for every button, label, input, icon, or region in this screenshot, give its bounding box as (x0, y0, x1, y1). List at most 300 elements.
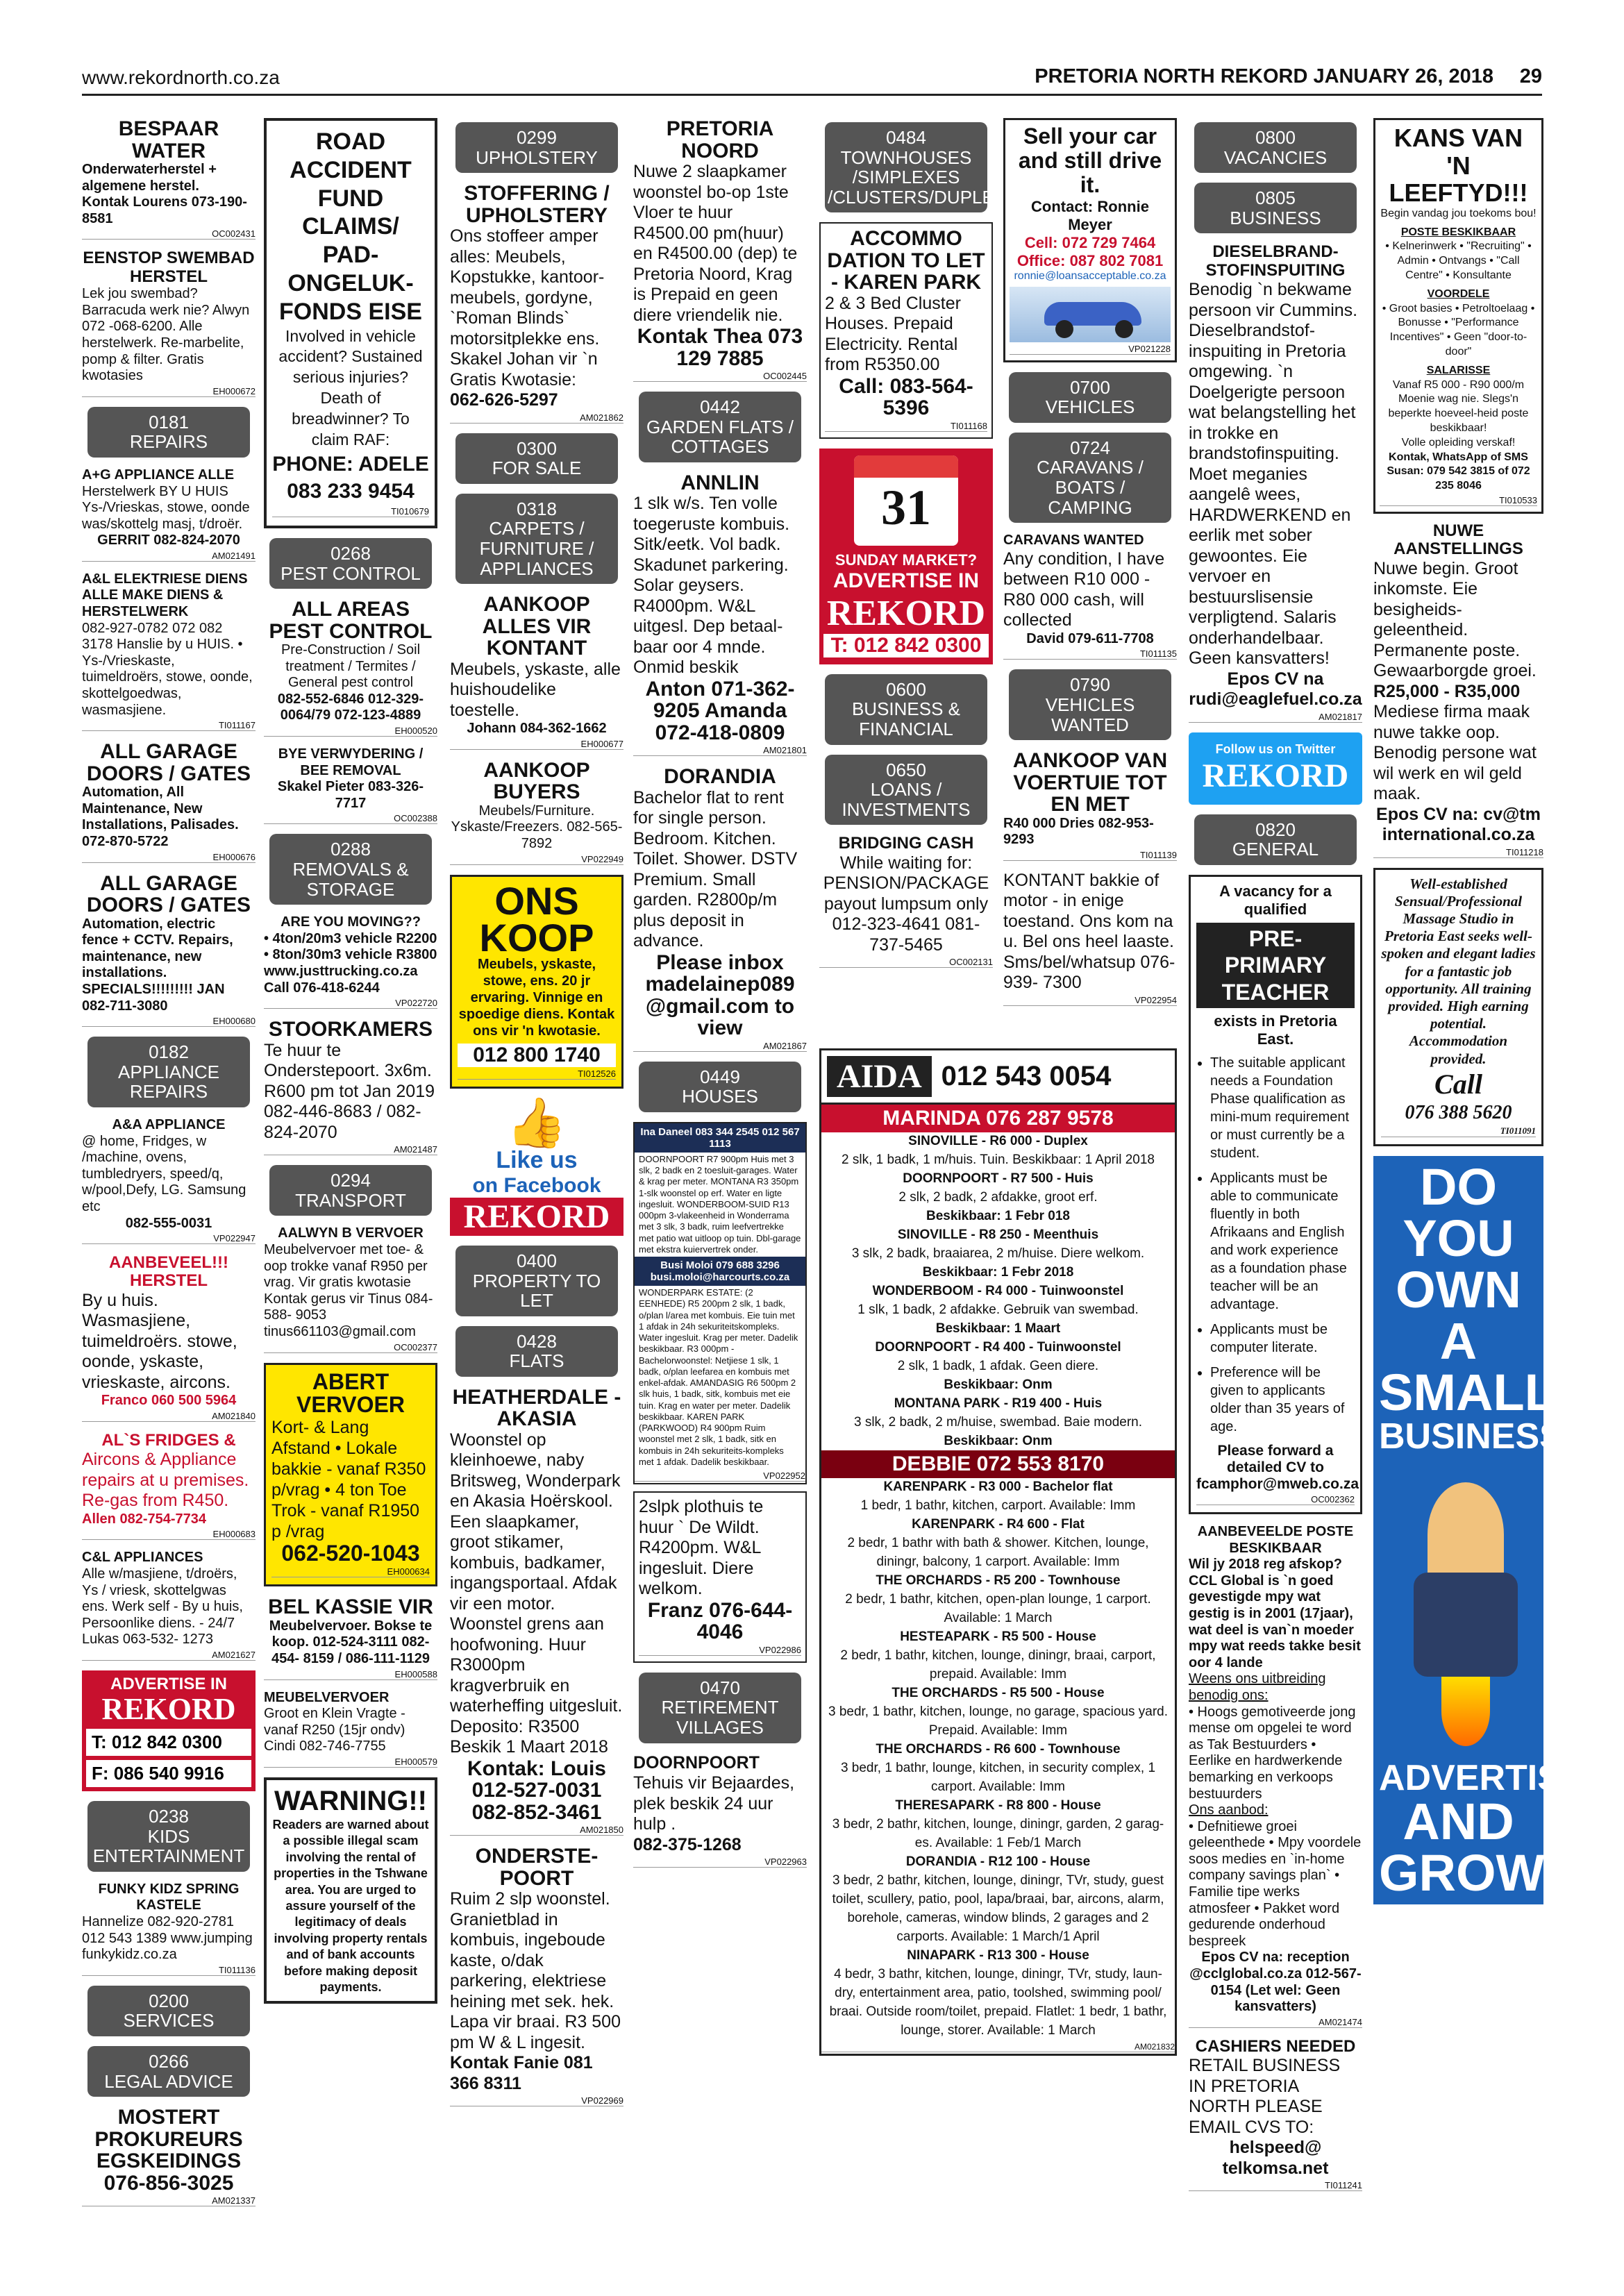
category-label: VEHICLES (1045, 396, 1135, 418)
category-label: BUSINESS & FINANCIAL (851, 698, 961, 740)
listing-heading: SINOVILLE - R8 250 - Meenthuis (897, 1227, 1099, 1242)
like-us-text: Like us (496, 1147, 578, 1173)
category-label: PROPERTY TO LET (472, 1270, 601, 1312)
page-number: 29 (1519, 65, 1542, 87)
category-number: 0484 (886, 127, 926, 148)
category-label: FLATS (509, 1350, 564, 1372)
classified-ad (1373, 522, 1543, 858)
calendar-icon (854, 455, 958, 546)
ad-training: Volle opleiding verskaf! (1401, 436, 1516, 449)
ad-title: AANKOOP VAN VOERTUIE TOT EN MET (1012, 749, 1168, 816)
ad-body: Well-established Sensual/Professional Massage Studio in Pretoria East seeks well-spoken and elegant ladies for a fantastic job opportunity. All training provided. High earning potential. Accommodation provided. (1381, 875, 1536, 1067)
category-label: LOANS / INVESTMENTS (842, 779, 971, 820)
ad-list: • Kelnerinwerk • "Recruiting" • Admin • Ontvangs • "Call Centre" • Konsultante (1385, 240, 1532, 281)
ad-title: ROAD ACCIDENT FUND CLAIMS/ PAD-ONGELUK-FONDS EISE (279, 128, 422, 325)
ad-title: MOSTERT PROKUREURS EGSKEIDINGS (94, 2106, 243, 2173)
classified-ad (633, 118, 807, 382)
ad-contact: David 079-611-7708 (1026, 630, 1154, 646)
category-number: 0470 (700, 1677, 740, 1698)
listing-text: WONDERPARK ESTATE: (2 EENHEDE) R5 200pm 2 slk, 1 badk, o/plan l/area met kombuis. Eie tuin met 1 afdak in 24h sekuriteitskompleks. Water ingesluit. Krag per meter. Dadelik beskikbaar. R3 000pm - Bachelorwoonstel: Netjiese 1 slk, 1 badk, o/plan leefarea en kombuis met enkel-afdak. AMANDASIG R6 500pm 2 slk huis, 1 badk, sitk, kombuis met eie tuin. Krag en water per meter. Dadelik beskikbaar. KAREN PARK (PARKWOOD) R4 900pm Ruim woonstel met 2 slk, 1 badk, sitk en kombuis in 24h sekuriteits-kompleks met 1 afdak. Dadelik beskikbaar. (639, 1287, 798, 1467)
classified-ad (1003, 533, 1177, 660)
sell-car-ad (1003, 118, 1177, 362)
promo-tel: T: 012 842 0300 (823, 634, 989, 657)
ad-contact: Epos CV na rudi@eaglefuel.co.za (1189, 669, 1362, 710)
requirement-item: • The suitable applicant needs a Foundation Phase qualification as mini-mum requirement or must currently be a student. (1210, 1054, 1355, 1162)
ad-body: While waiting for: PENSION/PACKAGE payout lumpsum only 012-323-4641 081-737-5465 (823, 853, 989, 955)
listing-heading: HESTEAPARK - R5 500 - House (900, 1629, 1096, 1645)
column-7 (1189, 118, 1362, 2270)
listing-heading: DORANDIA - R12 100 - House (905, 1854, 1091, 1869)
listing-detail: 1 bedr, 1 bathr, kitchen, carport. Available: Imm (860, 1498, 1136, 1514)
ad-body: Te huur te Onderstepoort. 3x6m. R600 pm tot Jan 2019 082-446-8683 / 082-824-2070 (264, 1040, 435, 1142)
ad-title: BRIDGING CASH (838, 834, 974, 853)
ad-body: Bachelor flat to rent for single person. Bedroom. Kitchen. Toilet. Shower. DSTV Premium. Small garden. R2800p/m plus deposit in advance. (633, 787, 798, 951)
category-label: RETIREMENT VILLAGES (661, 1697, 779, 1738)
ad-sub: Begin vandag jou toekoms bou! (1380, 207, 1537, 219)
publication-title: PRETORIA NORTH REKORD JANUARY 26, 2018 (1035, 65, 1493, 87)
category-number: 0428 (517, 1330, 557, 1352)
ad-contact: Kontak Lourens 073-190-8581 (82, 194, 247, 226)
ad-body: Tehuis vir Bejaardes, plek beskik 24 uur hulp . (633, 1773, 795, 1834)
category-number: 0238 (149, 1806, 189, 1827)
ad-body: Nuwe 2 slaapkamer woonstel bo-op 1ste Vloer te huur R4500.00 pm(huur) en R4500.00 (dep) te Pretoria Noord, Krag is Prepaid en geen diere vriendelik nie. (633, 162, 798, 325)
ad-body: Woonstel op kleinhoewe, naby Britsweg, Wonderpark en Akasia Hoërskool. Een slaapkamer, groot stikamer, kombuis, badkamer, ingangsportaal. Afdak vir een motor. Woonstel grens aan hoofwoning. Huur R3000pm kragverbruik en waterheffing uitgesluit. Deposito: R3500 Beskik 1 Maart 2018 (450, 1430, 623, 1757)
category-number: 0300 (517, 437, 557, 459)
category-business (1194, 183, 1357, 233)
requirements-list (1196, 1054, 1355, 1436)
classified-ad (450, 1386, 623, 1836)
category-caravans (1009, 433, 1171, 523)
listing-detail: 3 bedr, 1 bathr, kitchen, lounge, no garage, spacious yard. Prepaid. Available: Imm (828, 1704, 1169, 1738)
category-label: VACANCIES (1223, 146, 1328, 168)
ad-title: AANBEVEELDE POSTE BESKIKBAAR (1197, 1524, 1354, 1556)
ad-ref: OC002445 (633, 369, 807, 382)
category-property-to-let (455, 1246, 618, 1316)
category-number: 0820 (1255, 819, 1296, 840)
ad-salary: Vanaf R5 000 - R90 000/m (1392, 378, 1525, 391)
ad-body: Skakel Pieter 083-326-7717 (277, 779, 424, 811)
classified-ad (264, 1690, 437, 1768)
teacher-vacancy-ad (1189, 875, 1362, 1514)
ad-title: ARE YOU MOVING?? (281, 914, 421, 930)
category-number: 0600 (886, 678, 926, 700)
ad-ref: VP022949 (450, 853, 623, 865)
category-houses (639, 1062, 801, 1112)
ad-body: Wil jy 2018 reg afskop? CCL Global is `n goed gevestigde mpy wat gestig is in 2001 (17jaar), wat deel is van`n moeder mpy wat reeds takke besit oor 4 lande (1189, 1557, 1361, 1670)
ad-ref: EH000579 (264, 1755, 437, 1768)
ad-subhead: Weens ons uitbreiding benodig ons: (1189, 1671, 1326, 1703)
category-services (87, 1986, 250, 2036)
ad-ref: EH000588 (264, 1668, 437, 1680)
listing-heading: WONDERBOOM - R4 000 - Tuinwoonstel (872, 1283, 1124, 1298)
classified-ad (1003, 871, 1177, 1006)
category-number: 0268 (330, 542, 371, 564)
classified-ad (82, 1432, 256, 1540)
listing-heading: Beskikbaar: 1 Maart (935, 1321, 1061, 1336)
classified-ad (82, 1254, 256, 1422)
ad-body: Benodig `n bekwame persoon vir Cummins. Dieselbrandstof-inspuiting in Pretoria omgewing. `n Doelgerigte persoon wat belangstelling het in trokke en brandstofinspuiting. Moet meganies aangelê wees, HARDWERKEND en eerlik met sober gewoontes. Eie vervoer en bestuurslisensie verpligtend. Salaris onderhandelbaar. Geen kansvatters! (1189, 280, 1358, 669)
ad-ref: AM021850 (450, 1823, 623, 1836)
ad-ref: EH000672 (82, 385, 256, 397)
classified-ad (82, 2106, 256, 2206)
ad-contact: Call: 083-564-5396 (839, 374, 973, 420)
category-for-sale (455, 433, 618, 484)
ad-title: AANKOOP BUYERS (483, 758, 590, 804)
facebook-promo[interactable] (450, 1098, 623, 1236)
massage-studio-ad (1373, 868, 1543, 1147)
ad-ref: AM021817 (1189, 710, 1362, 723)
promo-headline: AND GROW! (1379, 1793, 1562, 1902)
ad-body: Automation, electric fence + CCTV. Repairs, maintenance, new installations. SPECIALS!!!!!!!!! JAN 082-711-3080 (82, 916, 233, 1014)
ad-ref: VP022963 (633, 1855, 807, 1868)
ad-title: ALL AREAS PEST CONTROL (269, 598, 433, 643)
ad-contact: Franco 060 500 5964 (101, 1393, 237, 1409)
listing-heading: DOORNPOORT - R7 500 - Huis (903, 1171, 1094, 1186)
ad-title: DIESELBRAND-STOFINSPUITING (1205, 242, 1346, 280)
ad-body: 2slpk plothuis te huur ` De Wildt. R4200pm. W&L ingesluit. Diere welkom. (639, 1497, 764, 1599)
category-number: 0805 (1255, 187, 1296, 209)
ad-ref: TI012526 (458, 1067, 616, 1080)
category-label: BUSINESS (1230, 207, 1321, 228)
ad-contact: Epos CV na: cv@tm international.co.za (1376, 804, 1541, 845)
classified-ad (633, 472, 807, 757)
listing-detail: 3 slk, 2 badk, 2 m/huise, swembad. Baie modern. (853, 1414, 1143, 1430)
ad-title: A&A APPLIANCE (112, 1116, 226, 1132)
category-number: 0182 (149, 1041, 189, 1063)
twitter-promo[interactable] (1189, 732, 1362, 805)
sunday-market-promo (819, 449, 993, 664)
category-label: TOWNHOUSES /SIMPLEXES /CLUSTERS/DUPLEXES (828, 146, 1030, 208)
promo-text: ADVERTISE IN (832, 569, 980, 592)
ad-body: Meubels, yskaste, alle huishoudelike toestelle. (450, 659, 621, 720)
category-label: UPHOLSTERY (476, 146, 598, 168)
ad-body: Pre-Construction / Soil treatment / Termites / General pest control (281, 642, 421, 691)
follow-text: Follow us on Twitter (1215, 741, 1336, 756)
ad-salary: R25,000 - R35,000 (1373, 681, 1521, 701)
requirement-item: • Applicants must be computer literate. (1210, 1321, 1355, 1357)
category-kids-entertainment (87, 1801, 250, 1872)
ad-cell: Cell: 072 729 7464 (1024, 233, 1156, 251)
ad-contact: Allen 082-754-7734 (82, 1511, 207, 1527)
on-facebook-text: on Facebook (472, 1174, 601, 1197)
ad-title: C&L APPLIANCES (82, 1550, 203, 1566)
ad-title: PRETORIA NOORD (666, 117, 774, 162)
ad-title: A&L ELEKTRIESE DIENS ALLE MAKE DIENS & HERSTELWERK (82, 571, 248, 620)
classified-ad (819, 835, 993, 968)
ad-ref: AM021832 (821, 2041, 1175, 2052)
ad-subhead: VOORDELE (1427, 287, 1490, 300)
ad-ref: VP022952 (635, 1469, 805, 1482)
listing-heading: Beskikbaar: 1 Febr 2018 (922, 1264, 1074, 1280)
ad-title: STOORKAMERS (268, 1018, 433, 1041)
ad-body: Involved in vehicle accident? Sustained serious injuries? Death of breadwinner? To claim RAF: (278, 326, 423, 449)
classified-ad (264, 598, 437, 737)
ad-ref: AM021487 (264, 1143, 437, 1155)
ad-ref: EH000520 (264, 724, 437, 737)
category-transport (269, 1165, 432, 1216)
listing-text: DOORNPOORT R7 900pm Huis met 3 slk, 2 badk en 2 toesluit-garages. Water & krag per meter. MONTANA R3 350pm 1-slk woonstel op erf. Water en ligte ingesluit. WONDERBOOM-SUID R13 000pm 3-vlakeenheid in Wonderrama met 3 slk, 3 badk, ruim leefvertrekke met patio wat uitloop op tuin. Dbl-garage met ekstra kuiervertrek onder. (639, 1153, 801, 1255)
category-label: KIDS ENTERTAINMENT (92, 1825, 245, 1867)
column-4 (633, 118, 807, 2270)
classified-ad (633, 1491, 807, 1663)
classified-ad (82, 571, 256, 731)
classified-ad (1189, 1524, 1362, 2028)
listing-detail: 2 bedr, 1 bathr, kitchen, open-plan lounge, 1 carport. Available: 1 March (845, 1592, 1151, 1626)
ad-contact: 082-375-1268 (633, 1834, 742, 1854)
ad-body: Meubelvervoer. Bokse te koop. 012-524-3111 082-454- 8159 / 086-111-1129 (269, 1618, 433, 1667)
ad-title: STOFFERING / UPHOLSTERY (464, 182, 610, 227)
category-number: 0294 (330, 1170, 371, 1191)
category-label: FOR SALE (492, 458, 582, 479)
ad-ref: OC002388 (264, 812, 437, 824)
ad-title: NUWE AANSTELLINGS (1393, 521, 1523, 559)
agent-header: Ina Daneel 083 344 2545 012 567 1113 (635, 1123, 805, 1153)
ad-body: Kort- & Lang Afstand • Lokale bakkie - vanaf R350 p/vrag • 4 ton Toe Trok - vanaf R1950 p /vrag (271, 1417, 426, 1541)
harcourts-listings (633, 1122, 807, 1484)
listing-detail: 1 slk, 1 badk, 2 afdakke. Gebruik van swembad. (857, 1302, 1139, 1317)
ad-title: PRE-PRIMARY TEACHER (1196, 923, 1355, 1008)
ad-ref: AM021627 (82, 1648, 256, 1661)
ad-title: A+G APPLIANCE ALLE (82, 467, 235, 483)
calendar-day: 31 (881, 479, 931, 535)
ad-title: BEL KASSIE VIR (268, 1595, 433, 1619)
category-loans (825, 755, 987, 826)
category-label: CARAVANS / BOATS / CAMPING (1037, 457, 1144, 518)
classified-ad (82, 118, 256, 240)
ad-title: MEUBELVERVOER (264, 1689, 390, 1705)
thumbs-up-icon: 👍 (506, 1096, 567, 1150)
ad-list: • Groot basies • Petroltoelaag • Bonusse • "Performance Incentives" • Geen "door-to-door" (1382, 302, 1535, 358)
classified-ad (633, 1753, 807, 1868)
listing-heading: Beskikbaar: Onm (944, 1433, 1053, 1448)
abert-vervoer-ad (264, 1363, 437, 1587)
category-label: REMOVALS & STORAGE (292, 859, 409, 900)
listing-detail: 2 bedr, 1 bathr, kitchen, lounge, diningr, braai, carport, prepaid. Available: Imm (840, 1648, 1156, 1682)
ad-body: 082-927-0782 072 082 3178 Hanslie by u HUIS. • Ys-/Vrieskaste, tuimeldroërs, stowe, oonde, skottelgoedwas, wasmasjiene. (82, 620, 253, 718)
classified-ad (82, 467, 256, 562)
listing-heading: KARENPARK - R3 000 - Bachelor flat (883, 1480, 1113, 1495)
listing-detail: 4 bedr, 3 bathr, kitchen, lounge, diningr, TVr, study, laun-dry, entertainment area, patio, toolshed, swimming pool/ braai. Outside room/toilet, prepaid. Flatlet: 1 bedr, 1 bathr, lounge, storer. Available: 1 March (829, 1966, 1167, 2038)
ad-contact: Franz 076-644-4046 (647, 1598, 793, 1644)
ad-subhead: SALARISSE (1426, 364, 1491, 376)
ad-email[interactable]: ronnie@loansacceptable.co.za (1014, 269, 1166, 282)
ad-title: AALWYN B VERVOER (278, 1225, 424, 1241)
jetpack-man-illustration (1379, 1461, 1538, 1753)
category-label: HOUSES (682, 1086, 758, 1107)
listing-detail: 3 bedr, 2 bathr, kitchen, lounge, diningr, TVr, study, guest toilet, scullery, patio, pool, lapa/braai, bar, aircons, alarm, borehole, cameras, window blinds, 2 garages and 2 carports. Available: 1 March/1 April (832, 1872, 1164, 1944)
ad-contact: 062-626-5297 (450, 390, 558, 410)
category-number: 0400 (517, 1250, 557, 1271)
ad-ref: TI011167 (82, 719, 256, 731)
ad-phone: 083 233 9454 (287, 479, 415, 503)
ad-body: R40 000 Dries 082-953-9293 (1003, 815, 1154, 848)
ad-contact: helspeed@ telkomsa.net (1222, 2138, 1329, 2178)
ad-title: ALL GARAGE DOORS / GATES (86, 740, 251, 785)
classified-ad (633, 766, 807, 1052)
ad-ref: EH000680 (82, 1014, 256, 1027)
category-pest-control (269, 538, 432, 589)
agent-header: DEBBIE 072 553 8170 (821, 1450, 1175, 1478)
ad-phone: 062-520-1043 (281, 1540, 420, 1566)
rekord-logo: REKORD (1202, 757, 1349, 794)
category-number: 0800 (1255, 127, 1296, 148)
ad-ref: EH000677 (450, 737, 623, 750)
ad-ref: TI011241 (1189, 2179, 1362, 2191)
ad-contact: 082-555-0031 (125, 1215, 212, 1231)
ad-contact: Johann 084-362-1662 (467, 721, 607, 737)
ad-location: exists in Pretoria East. (1214, 1012, 1337, 1048)
category-label: SERVICES (123, 2010, 215, 2031)
ad-ref: OC002431 (82, 227, 256, 240)
ad-ref: TI011135 (1003, 647, 1177, 660)
ad-title: ONDERSTE-POORT (475, 1845, 598, 1890)
site-url[interactable]: www.rekordnorth.co.za (82, 67, 280, 88)
column-3 (450, 118, 623, 2270)
ad-contact: GERRIT 082-824-2070 (97, 533, 240, 548)
ad-body: Meubels/Furniture. Yskaste/Freezers. 082-565- 7892 (451, 803, 623, 852)
ad-body: @ home, Fridges, w /machine, ovens, tumbledryers, speed/q, w/pool,Defy, LG. Samsung etc (82, 1133, 246, 1214)
category-business-financial (825, 674, 987, 745)
ad-intro: A vacancy for a qualified (1219, 882, 1332, 918)
ad-title: DORANDIA (664, 765, 776, 789)
ad-title: DOORNPOORT (633, 1752, 760, 1773)
ad-subhead: POSTE BESKIKBAAR (1400, 226, 1516, 238)
warning-title: WARNING!! (274, 1785, 427, 1816)
promo-text: SUNDAY MARKET? (835, 551, 978, 569)
aida-listings (819, 1048, 1177, 2056)
classified-ad (82, 741, 256, 862)
ad-body: Lek jou swembad? Barracuda werk nie? Alwyn 072 -068-6200. Alle herstelwerk. Re-marbelite, pomp & filter. Gratis kwotasies (82, 286, 250, 384)
classified-ad (1189, 243, 1362, 722)
classified-ad (264, 1019, 437, 1155)
ad-ref: AM021474 (1189, 2016, 1362, 2028)
ad-body: Nuwe begin. Groot inkomste. Eie besigheids-geleentheid. Permanente poste. Gewaarborgde groei. (1373, 558, 1537, 681)
listing-heading: THE ORCHARDS - R6 600 - Townhouse (876, 1742, 1121, 1757)
ad-body: • 4ton/20m3 vehicle R2200 • 8ton/30m3 vehicle R3800 www.justtrucking.co.za Call 076-418-6244 (264, 930, 437, 996)
ad-title: AL`S FRIDGES & (101, 1430, 236, 1450)
ad-title: ANNLIN (680, 471, 760, 494)
category-label: CARPETS / FURNITURE / APPLIANCES (479, 518, 594, 579)
ad-title: FUNKY KIDZ SPRING KASTELE (98, 1881, 240, 1913)
ad-contact: 082-552-6846 012-329-0064/79 072-123-4889 (277, 691, 424, 723)
classified-ad (264, 1596, 437, 1679)
listing-detail: 2 slk, 1 badk, 1 m/huis. Tuin. Beskikbaar: 1 April 2018 (842, 1152, 1155, 1167)
classified-ad (82, 249, 256, 396)
ad-ref: EH000683 (82, 1527, 256, 1540)
listing-heading: THE ORCHARDS - R5 500 - House (891, 1686, 1105, 1701)
promo-headline: BUSINESS? (1379, 1416, 1586, 1457)
ad-office: Office: 087 802 7081 (1016, 251, 1164, 269)
ad-title: HEATHERDALE - AKASIA (452, 1385, 621, 1431)
category-label: REPAIRS (129, 431, 208, 453)
ad-title: ACCOMMO DATION TO LET - KAREN PARK (827, 227, 985, 294)
ad-body: Aircons & Appliance repairs at u premises. Re-gas from R450. (82, 1450, 249, 1511)
category-label: PEST CONTROL (281, 562, 421, 584)
listing-detail: 3 bedr, 1 bathr, lounge, kitchen, in security complex, 1 carport. Available: Imm (840, 1761, 1156, 1794)
category-label: VEHICLES WANTED (1045, 694, 1135, 735)
classified-ad (82, 873, 256, 1028)
classified-ad (82, 1882, 256, 1976)
promo-headline: DO YOU OWN A SMALL (1379, 1158, 1556, 1422)
ad-call: Call (1434, 1068, 1482, 1100)
classified-ad (264, 746, 437, 824)
classified-ad (450, 594, 623, 750)
promo-headline: ADVERTISE (1379, 1758, 1586, 1799)
agent-header: MARINDA 076 287 9578 (821, 1105, 1175, 1132)
ad-ref: VP022954 (1003, 994, 1177, 1006)
category-label: GARDEN FLATS / COTTAGES (646, 416, 794, 458)
ad-body: Herstelwerk BY U HUIS Ys-/Vrieskas, stowe, oonde was/skottelg masj, t/droër. (82, 483, 250, 532)
category-removals-storage (269, 834, 432, 905)
aida-logo: AIDA (827, 1056, 932, 1097)
ad-ref: TI011218 (1373, 846, 1543, 858)
listing-heading: THERESAPARK - R8 800 - House (895, 1798, 1101, 1813)
ad-body: 2 & 3 Bed Cluster Houses. Prepaid Electricity. Rental from R5350.00 (825, 293, 961, 375)
category-garden-flats (639, 392, 801, 462)
ad-title: ONS KOOP (479, 878, 594, 960)
category-number: 0181 (149, 411, 189, 433)
ad-ref: TI011136 (82, 1963, 256, 1976)
ad-ref: VP022947 (82, 1232, 256, 1244)
category-vehicles-wanted (1009, 669, 1171, 740)
ad-ref: AM021840 (82, 1409, 256, 1422)
ad-ref: OC002377 (264, 1341, 437, 1353)
classified-ad (82, 1117, 256, 1244)
category-retirement-villages (639, 1673, 801, 1743)
category-label: LEGAL ADVICE (104, 2070, 233, 2092)
ad-title: KANS VAN 'N LEEFTYD!!! (1389, 124, 1528, 208)
category-carpets-furniture (455, 494, 618, 584)
category-vehicles (1009, 372, 1171, 423)
ad-contact: Epos CV na: reception @cclglobal.co.za 012-567-0154 (Let wel: Geen kansvatters) (1189, 1950, 1362, 2015)
category-number: 0299 (517, 127, 557, 148)
ad-ref: TI010679 (272, 505, 429, 517)
category-legal-advice (87, 2046, 250, 2097)
category-label: TRANSPORT (295, 1189, 406, 1211)
listing-heading: SINOVILLE - R6 000 - Duplex (908, 1134, 1088, 1148)
ad-title: ALL GARAGE DOORS / GATES (86, 871, 251, 917)
classified-ad (1003, 750, 1177, 861)
classified-ad (82, 1550, 256, 1661)
category-number: 0700 (1070, 376, 1110, 398)
listing-heading: DOORNPOORT - R4 400 - Tuinwoonstel (875, 1339, 1121, 1355)
ad-contact: 076-856-3025 (103, 2171, 234, 2195)
ad-ref: AM021867 (633, 1039, 807, 1052)
category-vacancies (1194, 122, 1357, 173)
ad-body: Ons stoffeer amper alles: Meubels, Kopstukke, kantoor-meubels, gordyne, `Roman Blinds` motorsitplekke ens. Skakel Johan vir `n Gratis Kwotasie: (450, 226, 605, 389)
ad-ref: VP022986 (639, 1643, 801, 1656)
ad-title: BYE VERWYDERING / BEE REMOVAL (278, 746, 424, 778)
banner-fax: F: 086 540 9916 (86, 1760, 251, 1787)
banner-text: ADVERTISE IN (110, 1675, 228, 1694)
ad-contact: Contact: Ronnie Meyer (1031, 197, 1149, 233)
category-number: 0288 (330, 839, 371, 860)
ad-ref: EH000634 (271, 1565, 430, 1577)
aida-phone: 012 543 0054 (941, 1061, 1112, 1091)
ad-ref: TI011091 (1381, 1124, 1536, 1137)
ons-koop-ad (450, 875, 623, 1089)
car-image (1010, 287, 1171, 342)
ad-subhead: Ons aanbod: (1189, 1802, 1269, 1818)
ad-phone-label: PHONE: ADELE (272, 452, 429, 476)
ad-ref: AM021801 (633, 744, 807, 756)
category-label: APPLIANCE REPAIRS (118, 1061, 219, 1103)
page-header (82, 64, 1542, 96)
ad-body: 1 slk w/s. Ten volle toegeruste kombuis. Sitk/eetk. Vol badk. Skadunet parkering. Solar geysers. R4000pm. W&L uitgesl. Dep betaal-baar oor 4 mnde. Onmid beskik (633, 494, 790, 678)
classified-ad (264, 1225, 437, 1352)
ad-ref: TI011139 (1003, 848, 1177, 861)
classified-ad (450, 183, 623, 424)
